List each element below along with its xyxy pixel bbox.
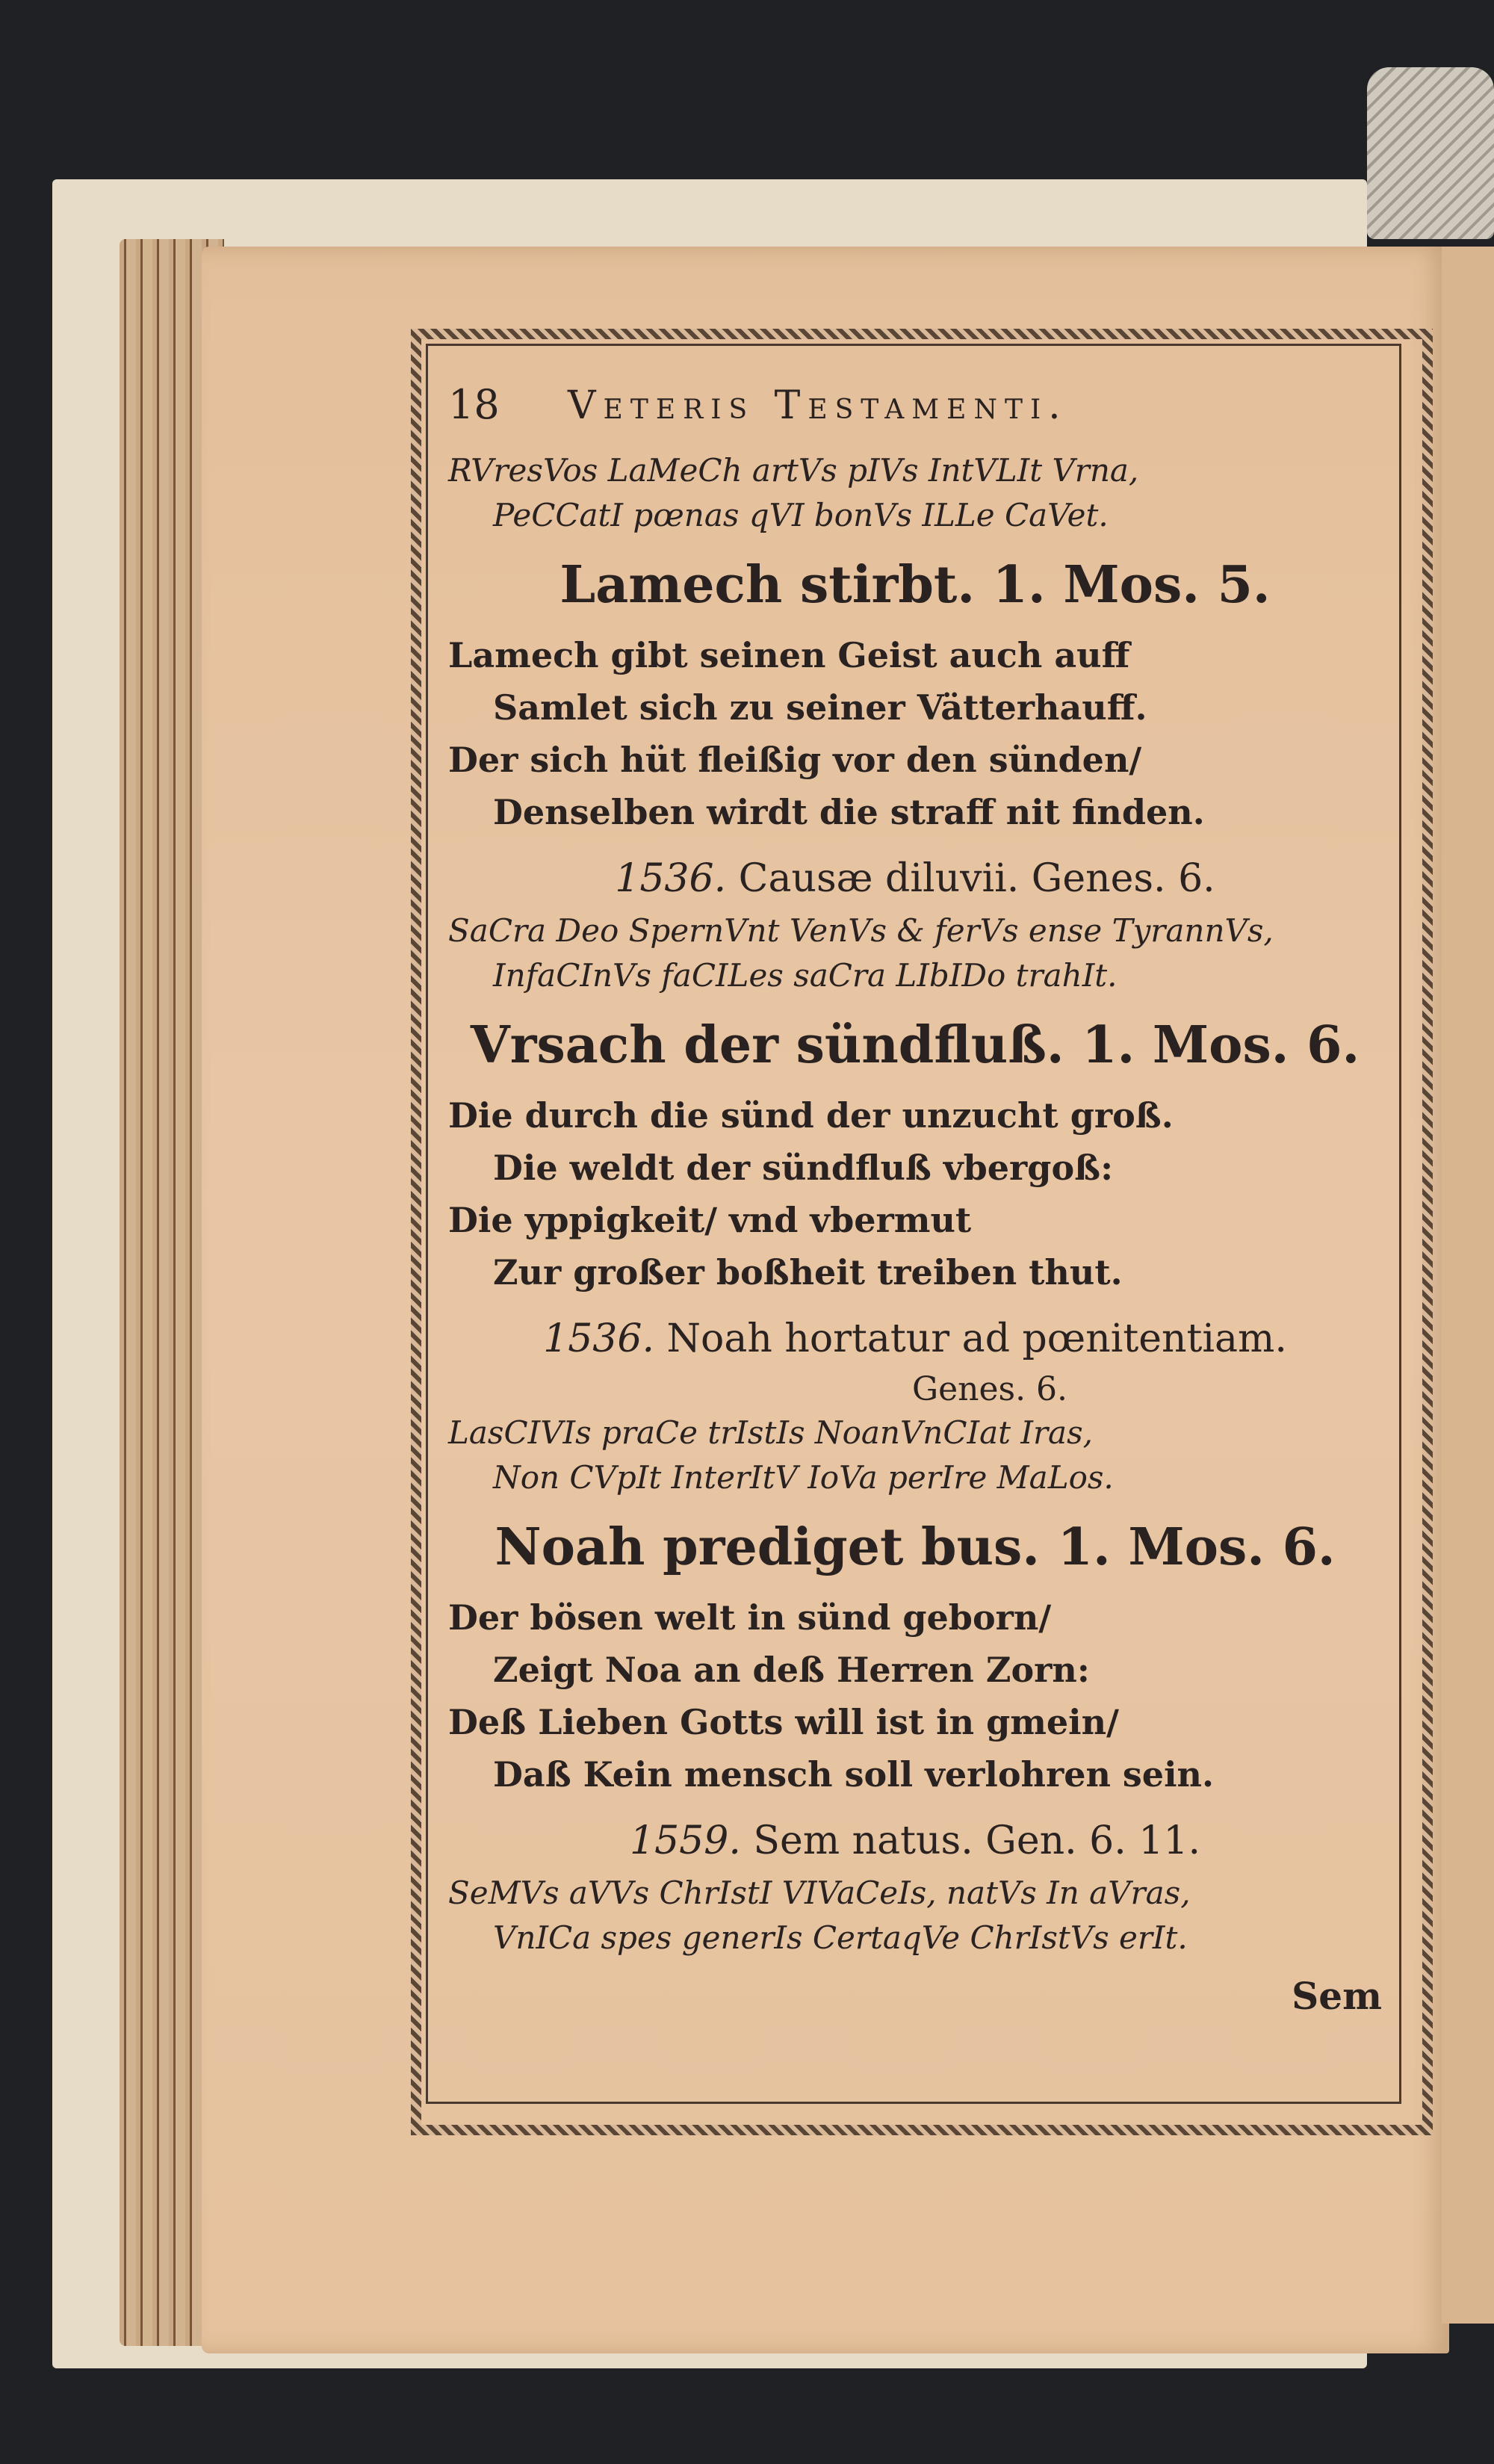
section-title: Vrsach der sündfluß. 1. Mos. 6. <box>470 1015 1360 1075</box>
page-number: 18 <box>448 381 500 428</box>
year: 1559. <box>630 1818 741 1863</box>
verse-line: Der bösen welt in sünd geborn/ <box>448 1597 1052 1638</box>
section-lamech <box>448 448 1382 838</box>
verse-line: Deß Lieben Gotts will ist in gmein/ <box>448 1702 1119 1742</box>
latin-verse <box>448 1411 1382 1500</box>
section-diluvium <box>448 849 1382 1298</box>
verse-line: Lamech gibt seinen Geist auch auff <box>448 635 1130 675</box>
verse-line: Die weldt der sündfluß vbergoß: <box>493 1148 1114 1188</box>
verse-line: Samlet sich zu seiner Vätterhauff. <box>493 687 1147 728</box>
year: 1536. <box>615 856 727 901</box>
latin-line: InfaCInVs faCILes saCra LIbIDo trahIt. <box>493 957 1118 994</box>
verse-line: Zur großer boßheit treiben thut. <box>493 1252 1123 1293</box>
running-head: Veteris Testamenti. <box>568 383 1068 428</box>
year: 1536. <box>543 1316 654 1361</box>
latin-verse <box>448 1871 1382 1960</box>
scripture-reference: Genes. 6. <box>911 1370 1068 1408</box>
german-verse <box>448 1089 1382 1298</box>
year-heading <box>448 1811 1382 1871</box>
verse-line: Der sich hüt fleißig vor den sünden/ <box>448 740 1142 780</box>
catchword: Sem <box>1292 1974 1382 2018</box>
section-title: Lamech stirbt. 1. Mos. 5. <box>560 555 1271 615</box>
german-verse <box>448 629 1382 838</box>
section-title: Noah prediget bus. 1. Mos. 6. <box>495 1517 1336 1577</box>
verse-line: Daß Kein mensch soll verlohren sein. <box>493 1754 1215 1795</box>
year-text: Causæ diluvii. Genes. 6. <box>738 856 1215 901</box>
latin-line: SaCra Deo SpernVnt VenVs & ferVs ense TyrannVs, <box>448 912 1274 949</box>
latin-line: PeCCatI pœnas qVI bonVs ILLe CaVet. <box>493 497 1109 533</box>
year-text: Sem natus. Gen. 6. 11. <box>753 1818 1200 1863</box>
latin-verse <box>448 448 1382 538</box>
section-noah <box>448 1309 1382 1801</box>
latin-line: VnICa spes generIs CertaqVe ChrIstVs erIt. <box>493 1919 1188 1956</box>
latin-verse <box>448 908 1382 998</box>
page-content <box>448 381 1382 2084</box>
latin-line: SeMVs aVVs ChrIstI VIVaCeIs, natVs In aVras, <box>448 1875 1191 1911</box>
facing-page-edge <box>1442 247 1494 2324</box>
year-text: Noah hortatur ad pœnitentiam. <box>666 1316 1287 1361</box>
verse-line: Zeigt Noa an deß Herren Zorn: <box>493 1650 1090 1690</box>
ribbon-bookmark <box>1367 67 1494 239</box>
latin-line: Non CVpIt InterItV IoVa perIre MaLos. <box>493 1459 1114 1496</box>
latin-line: LasCIVIs praCe trIstIs NoanVnCIat Iras, <box>448 1414 1093 1451</box>
page-header <box>448 381 1382 448</box>
verse-line: Die yppigkeit/ vnd vbermut <box>448 1200 972 1240</box>
year-heading <box>448 1309 1382 1369</box>
german-verse <box>448 1591 1382 1801</box>
year-heading <box>448 849 1382 908</box>
verse-line: Die durch die sünd der unzucht groß. <box>448 1095 1174 1136</box>
verse-line: Denselben wirdt die straff nit finden. <box>493 792 1205 832</box>
section-sem <box>448 1811 1382 1960</box>
latin-line: RVresVos LaMeCh artVs pIVs IntVLIt Vrna, <box>448 452 1139 489</box>
